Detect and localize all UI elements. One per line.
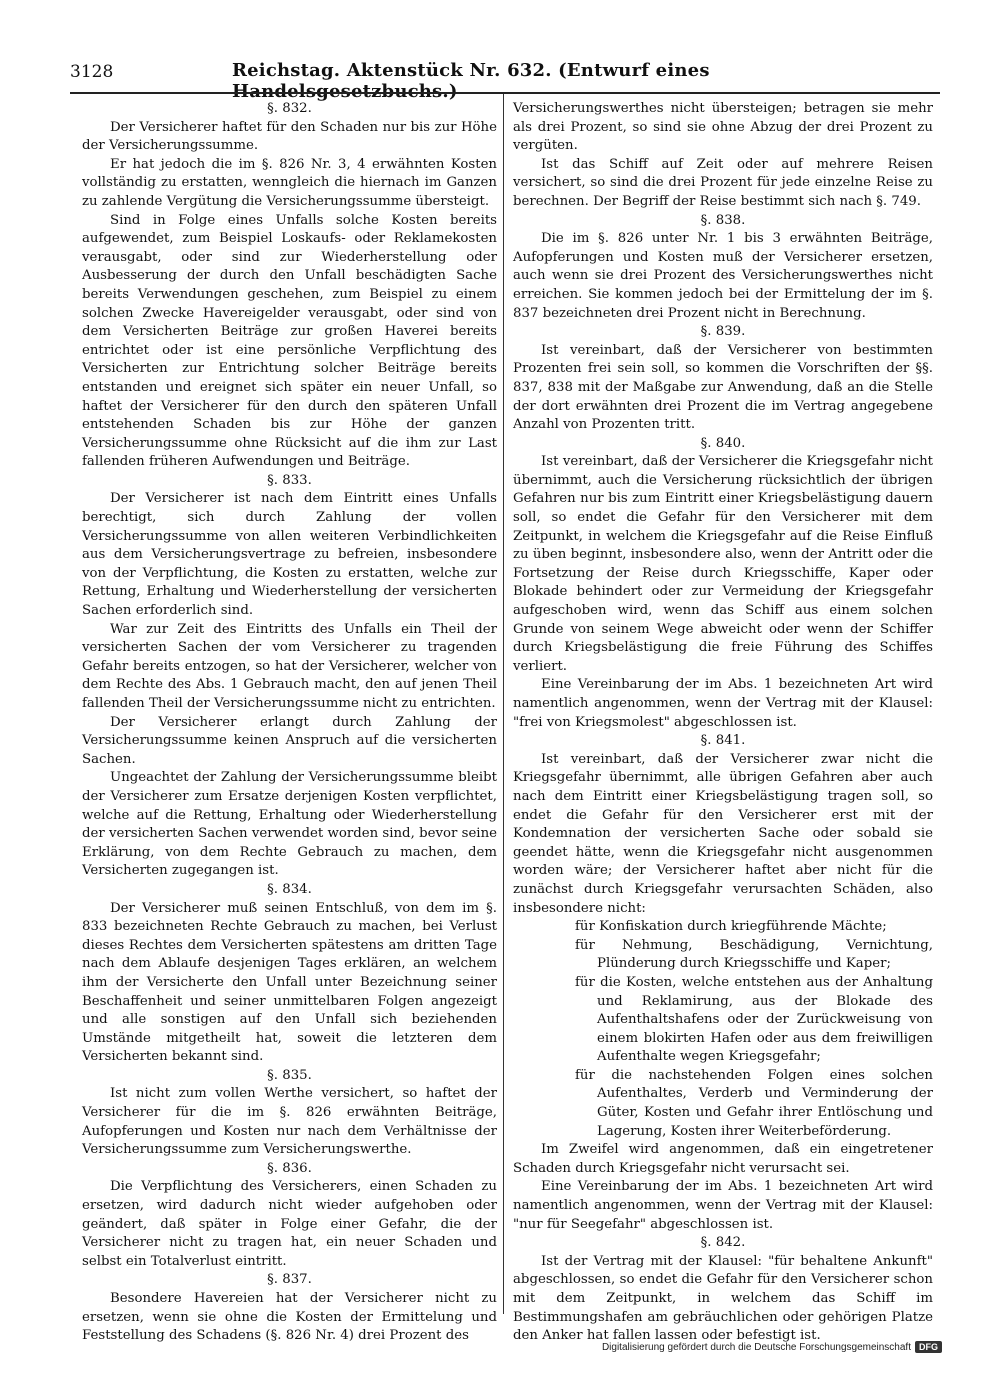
footer-text: Digitalisierung gefördert durch die Deutsche Forschungsgemeinschaft: [601, 1341, 911, 1353]
left-column: [82, 100, 497, 1346]
paragraph: Sind in Folge eines Unfalls solche Kosten bereits aufgewendet, zum Beispiel Loskaufs- oder Reklamekosten verausgabt, oder sind zur Wiederherstellung oder Ausbesserung der durch den Unfall beschädigten Sache bereits Verwendungen geschehen, zum Beispiel zu einem solchen Zwecke Havereigelder verausgabt, oder sind von dem Versicherten Beiträge zur großen Haverei bereits entrichtet oder ist eine persönliche Verpflichtung des Versicherten zur Entrichtung solcher Beiträge bereits entstanden und ereignet sich später ein neuer Unfall, so haftet der Versicherer für den durch den späteren Unfall entstehenden Schaden bis zur Höhe der ganzen Versicherungssumme ohne Rücksicht auf die ihm zur Last fallenden früheren Aufwendungen und Beiträge.: [82, 212, 497, 470]
paragraph: Ist der Vertrag mit der Klausel: "für behaltene Ankunft" abgeschlossen, so endet die Gefahr für den Versicherer schon mit dem Zeitpunkt, in welchem das Schiff im Bestimmungshafen am gebräuchlichen oder gehörigen Platze den Anker hat fallen lassen oder befestigt ist.: [513, 1253, 933, 1344]
paragraph: Ist das Schiff auf Zeit oder auf mehrere Reisen versichert, so sind die drei Prozent für jede einzelne Reise zu berechnen. Der Begriff der Reise bestimmt sich nach §. 749.: [513, 156, 933, 209]
paragraph: Eine Vereinbarung der im Abs. 1 bezeichneten Art wird namentlich angenommen, wenn der Vertrag mit der Klausel: "nur für Seegefahr" abgeschlossen ist.: [513, 1179, 933, 1232]
right-column: [513, 100, 933, 1346]
section-heading: §. 840.: [700, 435, 746, 451]
paragraph: Der Versicherer ist nach dem Eintritt eines Unfalls berechtigt, sich durch Zahlung der vollen Versicherungssumme von allen weiteren Verbindlichkeiten aus dem Versicherungsvertrage zu befreien, insbesondere von der Verpflichtung, die Kosten zu erstatten, welche zur Rettung, Erhaltung und Wiederherstellung der versicherten Sachen erforderlich sind.: [82, 491, 497, 619]
section-heading: §. 832.: [267, 101, 312, 116]
column-divider: [503, 94, 504, 1314]
paragraph: War zur Zeit des Eintritts des Unfalls ein Theil der versicherten Sachen der vom Versicherer zu tragenden Gefahr bereits entzogen, so hat der Versicherer, welcher von dem Rechte des Abs. 1 Gebrauch macht, den auf jenen Theil fallenden Theil der Versicherungssumme nicht zu entrichten.: [82, 621, 497, 711]
section-heading: §. 835.: [267, 1067, 312, 1083]
section-heading: §. 842.: [700, 1235, 746, 1251]
paragraph: Versicherungswerthes nicht übersteigen; betragen sie mehr als drei Prozent, so sind sie ohne Abzug der drei Prozent zu vergüten.: [513, 101, 933, 154]
page-header: [70, 58, 940, 102]
section-heading: §. 834.: [267, 881, 312, 897]
paragraph: Ist vereinbart, daß der Versicherer von bestimmten Prozenten frei sein soll, so kommen die Vorschriften der §§. 837, 838 mit der Maßgabe zur Anwendung, daß an die Stelle der dort erwähnten drei Prozent die im Vertrag angegebene Anzahl von Prozenten tritt.: [513, 342, 933, 433]
digitization-footer: [602, 1341, 942, 1353]
section-heading: §. 839.: [700, 324, 746, 340]
paragraph: Der Versicherer erlangt durch Zahlung der Versicherungssumme keinen Anspruch auf die versicherten Sachen.: [82, 714, 497, 767]
section-heading: §. 837.: [267, 1272, 312, 1288]
paragraph: Der Versicherer muß seinen Entschluß, von dem im §. 833 bezeichneten Rechte Gebrauch zu machen, bei Verlust dieses Rechtes dem Versicherten spätestens am dritten Tage nach dem Ablaufe desjenigen Tages erklären, an welchem ihm der Versicherte den Unfall unter Bezeichnung seiner Beschaffenheit und seiner unmittelbaren Folgen angezeigt und alle sonstigen auf den Unfall sich beziehenden Umstände mitgetheilt hat, soweit die letzteren dem Versicherten bekannt sind.: [82, 900, 497, 1065]
dfg-logo-icon: DFG: [915, 1341, 942, 1353]
paragraph: Ist nicht zum vollen Werthe versichert, so haftet der Versicherer für die im §. 826 erwähnten Beiträge, Aufopferungen und Kosten nur nach dem Verhältnisse der Versicherungssumme zum Versicherungswerthe.: [82, 1086, 497, 1158]
section-heading: §. 833.: [267, 472, 312, 488]
list-item: für die Kosten, welche entstehen aus der Anhaltung und Reklamirung, aus der Blokade des Aufenthaltshafens oder der Zurückweisung von einem blokirten Hafen oder aus dem freiwilligen Aufenthalte wegen Kriegsgefahr;: [575, 974, 933, 1065]
section-heading: §. 838.: [700, 212, 746, 228]
paragraph: Im Zweifel wird angenommen, daß ein eingetretener Schaden durch Kriegsgefahr nicht verursacht sei.: [513, 1142, 933, 1176]
running-title: Reichstag. Aktenstück Nr. 632. (Entwurf eines Handelsgesetzbuchs.): [232, 60, 710, 102]
paragraph: Die Verpflichtung des Versicherers, einen Schaden zu ersetzen, wird dadurch nicht wieder aufgehoben oder geändert, daß später in Folge einer Gefahr, die der Versicherer nicht zu tragen hat, ein neuer Schaden und selbst ein Totalverlust eintritt.: [82, 1179, 497, 1269]
paragraph: Ungeachtet der Zahlung der Versicherungssumme bleibt der Versicherer zum Ersatze derjenigen Kosten verpflichtet, welche auf die Rettung, Erhaltung oder Wiederherstellung der versicherten Sachen verwendet worden sind, bevor seine Erklärung, von dem Rechte Gebrauch zu machen, dem Versicherten zugegangen ist.: [82, 770, 497, 879]
page-number: 3128: [70, 62, 114, 82]
paragraph: Der Versicherer haftet für den Schaden nur bis zur Höhe der Versicherungssumme.: [82, 119, 497, 154]
paragraph: Ist vereinbart, daß der Versicherer zwar nicht die Kriegsgefahr übernimmt, alle übrigen Gefahren aber auch nach dem Eintritt einer Kriegsbelästigung tragen soll, so endet die Gefahr für den Versicherer erst mit der Kondemnation der versicherten Sache oder sobald sie geendet hätte, wenn die Kriegsgefahr nicht ausgenommen worden wäre; der Versicherer haftet aber nicht für die zunächst durch Kriegsgefahr verursachten Schäden, also insbesondere nicht:: [513, 751, 933, 916]
section-heading: §. 841.: [700, 733, 746, 749]
paragraph: Besondere Havereien hat der Versicherer nicht zu ersetzen, wenn sie ohne die Kosten der Ermittelung und Feststellung des Schadens (§. 826 Nr. 4) drei Prozent des: [82, 1291, 497, 1344]
list-item: für Nehmung, Beschädigung, Vernichtung, Plünderung durch Kriegsschiffe und Kaper;: [575, 937, 933, 972]
header-rule: [70, 92, 940, 94]
paragraph: Eine Vereinbarung der im Abs. 1 bezeichneten Art wird namentlich angenommen, wenn der Vertrag mit der Klausel: "frei von Kriegsmolest" abgeschlossen ist.: [513, 677, 933, 730]
paragraph: Er hat jedoch die im §. 826 Nr. 3, 4 erwähnten Kosten vollständig zu erstatten, wenngleich die hiernach im Ganzen zu zahlende Vergütung die Versicherungssumme übersteigt.: [82, 156, 497, 209]
paragraph: Die im §. 826 unter Nr. 1 bis 3 erwähnten Beiträge, Aufopferungen und Kosten muß der Versicherer ersetzen, auch wenn sie drei Prozent des Versicherungswerthes nicht erreichen. Sie kommen jedoch bei der Ermittelung der im §. 837 bezeichneten drei Prozent nicht in Berechnung.: [513, 231, 933, 321]
list-item: für die nachstehenden Folgen eines solchen Aufenthaltes, Verderb und Verminderung der Güter, Kosten und Gefahr ihrer Entlöschung und Lagerung, Kosten ihrer Weiterbeförderung.: [575, 1067, 933, 1139]
paragraph: Ist vereinbart, daß der Versicherer die Kriegsgefahr nicht übernimmt, auch die Versicherung rücksichtlich der übrigen Gefahren nur bis zum Eintritt einer Kriegsbelästigung dauern soll, so endet die Gefahr für den Versicherer mit dem Zeitpunkt, in welchem die Kriegsgefahr auf die Reise Einfluß zu üben beginnt, insbesondere also, wenn der Antritt oder die Fortsetzung der Reise durch Kriegsschiffe, Kaper oder Blokade behindert oder zur Vermeidung der Kriegsgefahr aufgeschoben wird, wenn das Schiff aus einem solchen Grunde von seinem Wege abweicht oder wenn der Schiffer durch Kriegsbelästigung die freie Führung des Schiffes verliert.: [513, 454, 933, 674]
section-heading: §. 836.: [267, 1160, 312, 1176]
exclusion-list: [575, 918, 933, 1141]
list-item: für Konfiskation durch kriegführende Mächte;: [575, 919, 887, 935]
